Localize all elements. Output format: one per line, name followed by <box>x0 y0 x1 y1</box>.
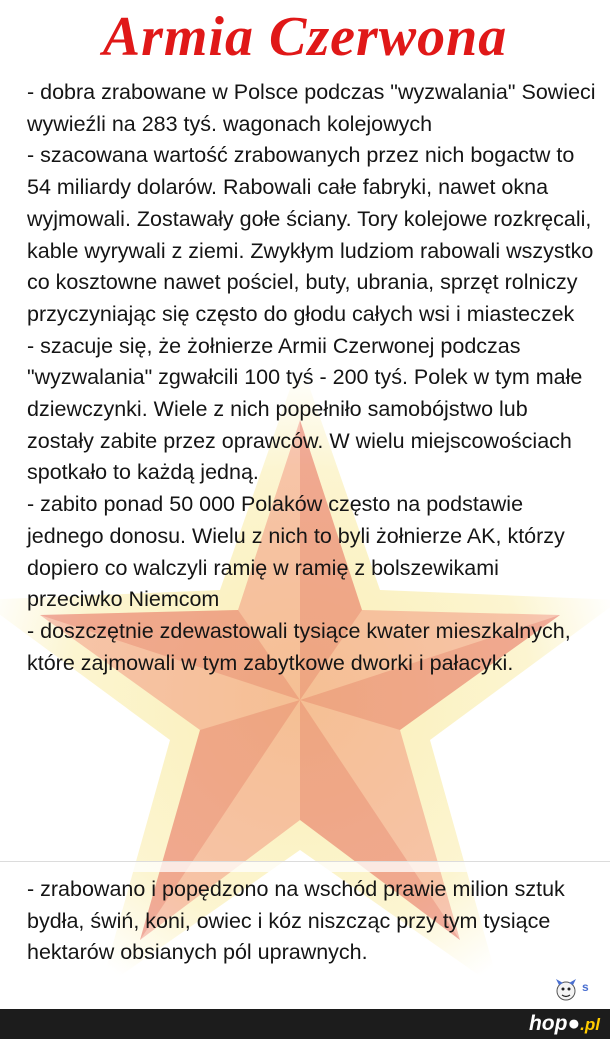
paragraph-devastation: - doszczętnie zdewastowali tysiące kwater mieszkalnych, które zajmowali w tym zabytkowe dworki i pałacyki. <box>27 618 571 675</box>
mascot-icon <box>552 977 590 1011</box>
article-body <box>27 77 597 679</box>
footer-bar <box>0 1009 610 1039</box>
watermark-name: hop <box>528 1012 568 1035</box>
paragraph-loot-wagons: - dobra zrabowane w Polsce podczas "wyzwalania" Sowieci wywieźli na 283 tyś. wagonach kolejowych <box>27 80 596 136</box>
watermark-tld: .pl <box>580 1015 600 1034</box>
page-title: Armia Czerwona <box>102 6 508 68</box>
site-watermark: hop●.pl <box>528 1012 600 1035</box>
watermark-letter: s <box>582 980 589 994</box>
paragraph-killings: - zabito ponad 50 000 Polaków często na podstawie jednego donosu. Wielu z nich to byli żołnierze AK, którzy dopiero co walczyli ramię w ramię z bolszewikami przeciwko Niemcom <box>27 492 565 612</box>
paragraph-assaults: - szacuje się, że żołnierze Armii Czerwonej podczas "wyzwalania" zgwałcili 100 tyś - 200 tyś. Polek w tym małe dziewczynki. Wiele z nich popełniło samobójstwo lub zostały zabite przez oprawców. W wielu miejscowościach spotkało to każdą jedną. <box>27 333 583 485</box>
article-body-continued <box>27 874 597 969</box>
paragraph-livestock: - zrabowano i popędzono na wschód prawie milion sztuk bydła, świń, koni, owiec i kóz niszcząc przy tym tysiące hektarów obsianych pól uprawnych. <box>27 877 565 965</box>
paragraph-plunder-value: - szacowana wartość zrabowanych przez nich bogactw to 54 miliardy dolarów. Rabowali całe fabryki, nawet okna wyjmowali. Zostawały gołe ściany. Tory kolejowe rozkręcali, kable wyrywali z ziemi. Zwykłym ludziom rabowali wszystko co kosztowne nawet pościel, buty, ubrania, sprzęt rolniczy przyczyniając się często do głodu całych wsi i miasteczek <box>27 143 594 326</box>
section-divider <box>0 861 610 872</box>
